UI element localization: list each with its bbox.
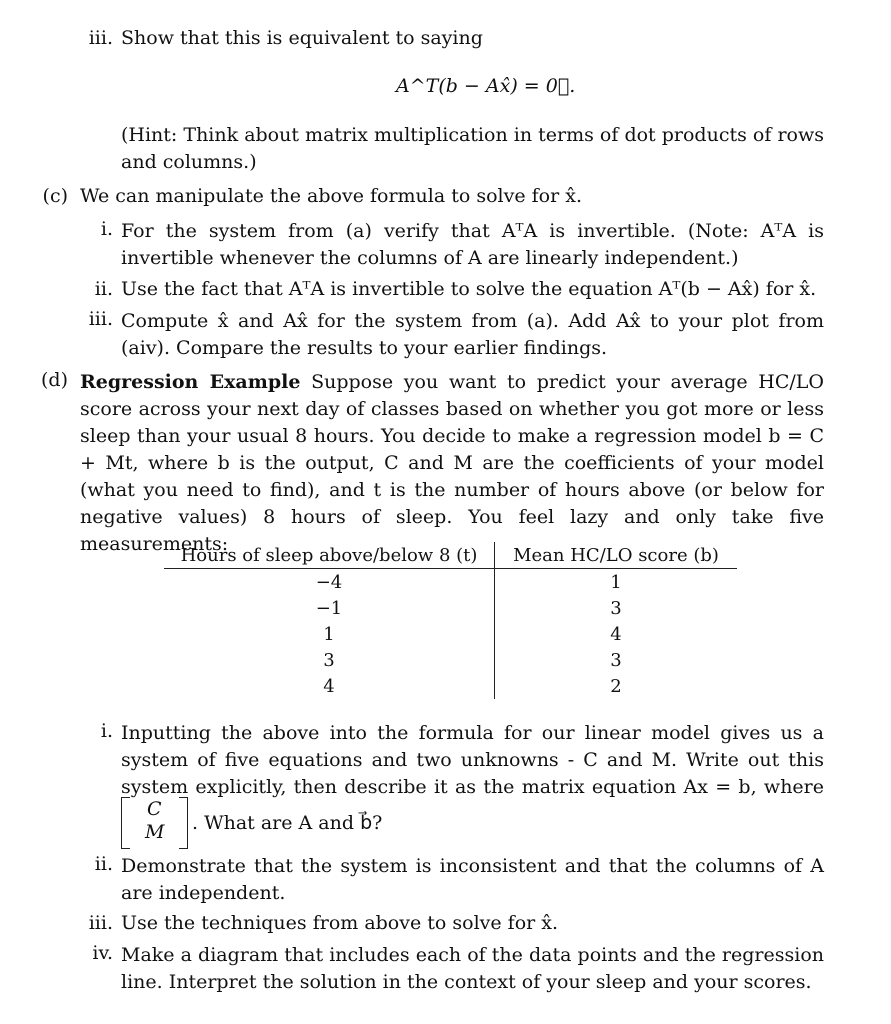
section-title: Regression Example — [80, 371, 301, 393]
d-ii-text: Demonstrate that the system is inconsistent and that the columns of A are independent. — [121, 855, 824, 904]
cell-b: 1 — [610, 571, 622, 593]
item-label: i. — [100, 218, 113, 240]
item-label: iii. — [88, 912, 113, 934]
table-row — [164, 595, 737, 621]
d-i-tail: . What are A and b⃗? — [192, 812, 383, 834]
item-label: i. — [100, 720, 113, 742]
display-equation: A^T(b − Ax̂) = 0⃗. — [396, 75, 576, 97]
hint-text: (Hint: Think about matrix multiplication in terms of dot products of rows and columns.) — [121, 124, 824, 173]
table-row — [164, 621, 737, 647]
table-row — [164, 673, 737, 699]
c-iii-text: Compute x̂ and Ax̂ for the system from (a). Add Ax̂ to your plot from (aiv). Compare the results to your earlier findings. — [121, 310, 824, 359]
c-i-text: For the system from (a) verify that AᵀA is invertible. (Note: AᵀA is invertible whenever the columns of A are linearly independent.) — [121, 220, 824, 269]
d-iv-text: Make a diagram that includes each of the data points and the regression line. Interpret the solution in the context of your sleep and your scores. — [121, 944, 824, 993]
table-row — [164, 569, 737, 596]
sleep-score-table — [164, 542, 737, 699]
part-label: (c) — [42, 185, 68, 207]
part-d-text: Suppose you want to predict your average HC/LO score across your next day of classes based on whether you got more or less sleep than your usual 8 hours. You decide to make a regression model b = C + Mt, where b is the output, C and M are the coefficients of your model (what you need to find), and t is the number of hours above (or below for negative values) 8 hours of sleep. You feel lazy and only take five measurements: — [80, 371, 825, 555]
cell-b: 3 — [610, 649, 622, 671]
table-row — [164, 647, 737, 673]
cell-t: 1 — [164, 621, 495, 647]
x-vector-matrix — [121, 797, 191, 847]
d-i-text: Inputting the above into the formula for our linear model gives us a system of five equations and two unknowns - C and M. Write out this system explicitly, then describe it as the matrix equation Ax = b, where — [121, 722, 824, 798]
cell-t: 4 — [164, 673, 495, 699]
item-label: ii. — [94, 853, 113, 875]
column-header: Hours of sleep above/below 8 (t) — [164, 542, 495, 569]
matrix-entry: C — [147, 798, 162, 820]
item-label: ii. — [94, 278, 113, 300]
cell-b: 2 — [610, 675, 622, 697]
cell-t: 3 — [164, 647, 495, 673]
part-d-paragraph — [80, 369, 824, 558]
matrix-entry: M — [145, 821, 165, 843]
part-label: (d) — [41, 369, 68, 391]
cell-t: −4 — [164, 569, 495, 596]
cell-b: 3 — [610, 597, 622, 619]
item-label: iii. — [88, 308, 113, 330]
item-label: iii. — [88, 27, 113, 49]
item-label: iv. — [92, 942, 113, 964]
column-header: Mean HC/LO score (b) — [495, 542, 738, 569]
cell-t: −1 — [164, 595, 495, 621]
c-ii-text: Use the fact that AᵀA is invertible to solve the equation Aᵀ(b − Ax̂) for x̂. — [121, 278, 817, 300]
d-iii-text: Use the techniques from above to solve for x̂. — [121, 912, 559, 934]
part-c-text: We can manipulate the above formula to solve for x̂. — [80, 185, 582, 207]
b-iii-text: Show that this is equivalent to saying — [121, 27, 483, 49]
cell-b: 4 — [610, 623, 622, 645]
